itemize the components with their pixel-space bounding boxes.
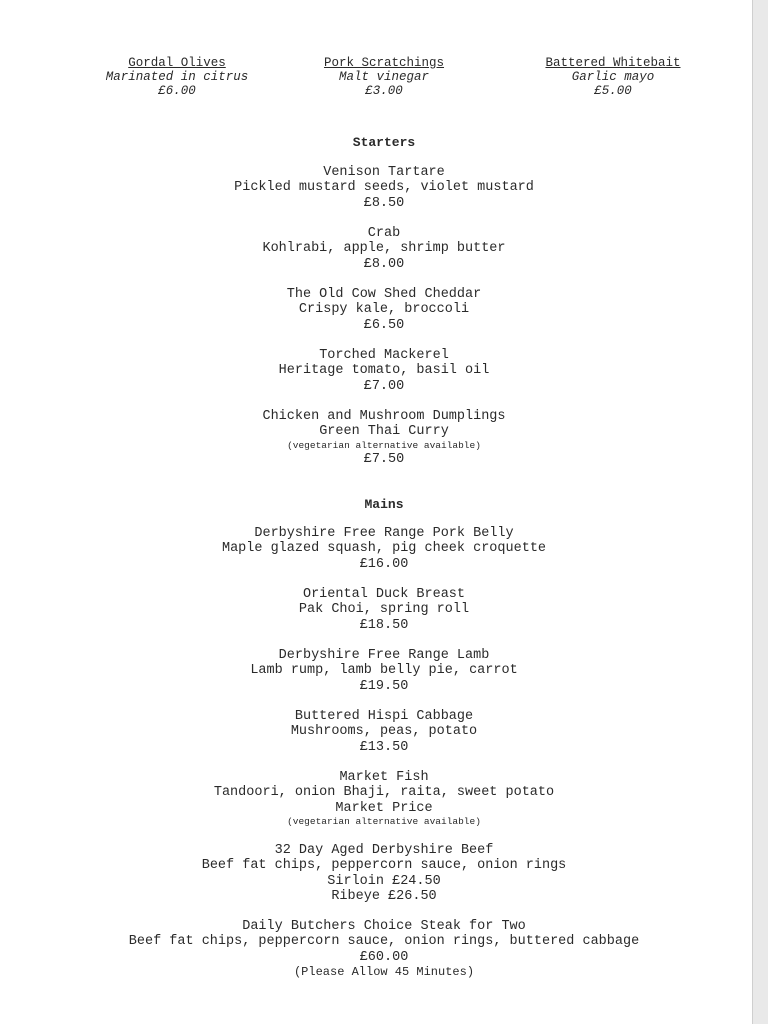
item-desc: Kohlrabi, apple, shrimp butter: [262, 241, 506, 257]
snack-item: [77, 56, 277, 98]
snack-price: £6.00: [158, 84, 196, 98]
item-note: (vegetarian alternative available): [287, 439, 481, 451]
snack-name: Pork Scratchings: [323, 56, 445, 70]
menu-item: [0, 648, 768, 694]
item-name: The Old Cow Shed Cheddar: [286, 287, 482, 302]
item-desc: Maple glazed squash, pig cheek croquette: [221, 541, 547, 557]
item-desc: Pickled mustard seeds, violet mustard: [234, 180, 534, 196]
menu-item: [0, 409, 768, 467]
menu-item: [0, 843, 768, 904]
item-desc: Pak Choi, spring roll: [298, 602, 470, 618]
item-desc: Tandoori, onion Bhaji, raita, sweet potato: [213, 785, 555, 801]
snack-desc: Garlic mayo: [571, 70, 655, 84]
item-price: Market Price: [335, 800, 433, 816]
item-name: Buttered Hispi Cabbage: [294, 709, 474, 724]
item-desc: Mushrooms, peas, potato: [290, 724, 478, 740]
menu-item: [0, 348, 768, 394]
item-name: Market Fish: [339, 770, 429, 785]
item-price: £8.00: [363, 256, 405, 272]
item-price: Sirloin £24.50: [327, 873, 441, 889]
mains-heading: Mains: [364, 497, 404, 512]
item-price: £18.50: [359, 617, 409, 633]
item-name: Derbyshire Free Range Lamb: [278, 648, 490, 663]
item-name: Daily Butchers Choice Steak for Two: [242, 919, 526, 934]
item-note: (vegetarian alternative available): [287, 815, 481, 827]
item-price-2: Ribeye £26.50: [331, 888, 437, 904]
item-desc: Lamb rump, lamb belly pie, carrot: [250, 663, 518, 679]
snacks-row: [0, 56, 768, 100]
menu-item: [0, 709, 768, 755]
snack-name: Battered Whitebait: [545, 56, 681, 70]
snack-price: £5.00: [594, 84, 632, 98]
item-price: £6.50: [363, 317, 405, 333]
snack-desc: Marinated in citrus: [105, 70, 249, 84]
item-desc: Beef fat chips, peppercorn sauce, onion rings, buttered cabbage: [128, 934, 640, 950]
item-name: Torched Mackerel: [319, 348, 449, 363]
item-price: £13.50: [359, 739, 409, 755]
snack-name: Gordal Olives: [128, 56, 226, 70]
menu-item: [0, 526, 768, 572]
item-desc: Heritage tomato, basil oil: [278, 363, 490, 379]
menu-item: [0, 587, 768, 633]
item-price: £16.00: [359, 556, 409, 572]
item-price: £8.50: [363, 195, 405, 211]
snack-desc: Malt vinegar: [338, 70, 429, 84]
snack-item: [513, 56, 713, 98]
item-name: Crab: [367, 226, 401, 241]
item-price: £7.50: [363, 451, 405, 467]
item-name: Derbyshire Free Range Pork Belly: [254, 526, 514, 541]
snack-price: £3.00: [365, 84, 403, 98]
item-desc: Crispy kale, broccoli: [298, 302, 470, 318]
item-desc: Green Thai Curry: [319, 424, 449, 440]
item-desc: Beef fat chips, peppercorn sauce, onion rings: [201, 858, 567, 874]
menu-item: [0, 919, 768, 980]
item-extra: (Please Allow 45 Minutes): [293, 964, 475, 979]
item-price: £7.00: [363, 378, 405, 394]
menu-item: [0, 226, 768, 272]
starters-heading: Starters: [352, 135, 416, 150]
menu-item: [0, 165, 768, 211]
menu-item: [0, 287, 768, 333]
item-price: £19.50: [359, 678, 409, 694]
item-name: Chicken and Mushroom Dumplings: [262, 409, 506, 424]
snack-item: [284, 56, 484, 98]
item-name: 32 Day Aged Derbyshire Beef: [274, 843, 494, 858]
item-name: Oriental Duck Breast: [302, 587, 466, 602]
item-price: £60.00: [359, 949, 409, 965]
menu-item: [0, 770, 768, 828]
item-name: Venison Tartare: [323, 165, 445, 180]
